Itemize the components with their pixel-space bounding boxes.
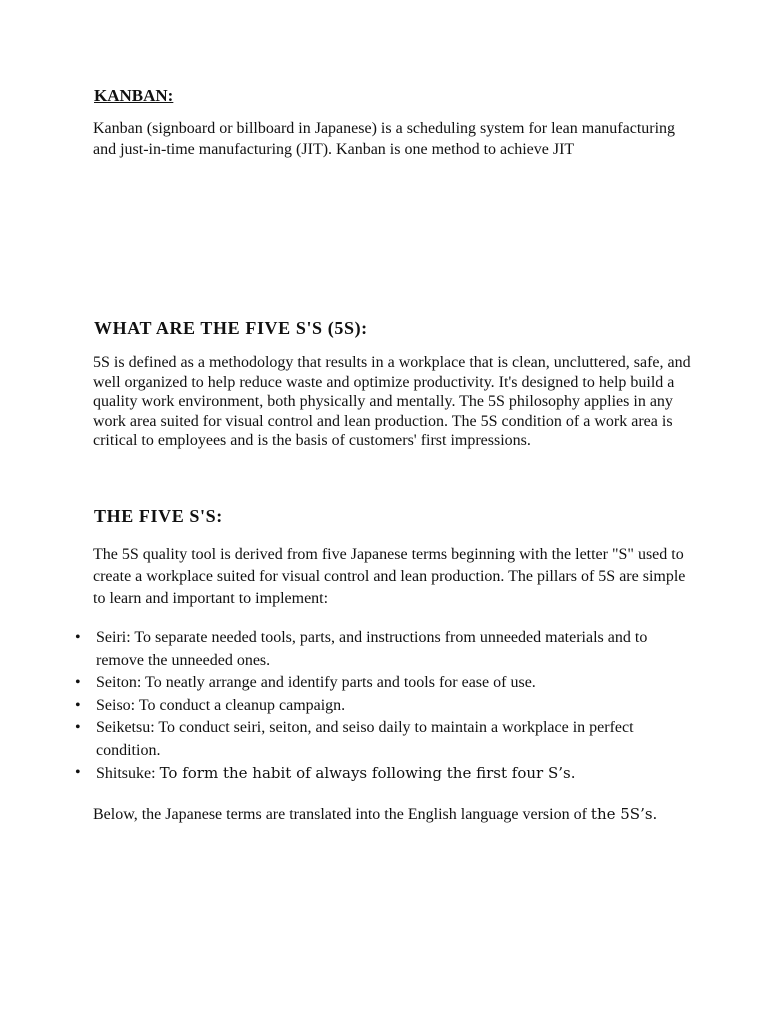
list-item-tail: To form the habit of always following the first four S’s. <box>159 764 576 782</box>
list-item-text: Seiso: To conduct a cleanup campaign. <box>96 696 346 714</box>
list-item-seiton <box>0 672 686 695</box>
bullet-icon: • <box>75 719 81 736</box>
five-s-heading: WHAT ARE THE FIVE S'S (5S): <box>94 318 368 338</box>
five-s-list <box>0 627 768 786</box>
bullet-icon: • <box>75 629 81 646</box>
list-item-text: Seiton: To neatly arrange and identify parts and tools for ease of use. <box>96 674 536 691</box>
list-item-seiri <box>0 627 686 672</box>
five-s-paragraph: 5S is defined as a methodology that results in a workplace that is clean, uncluttered, safe, and well organized to help reduce waste and optimize productivity. It's designed to help build a quality work environment, both physically and mentally. The 5S philosophy applies in any work area suited for visual control and lean production. The 5S condition of a work area is critical to employees and is the basis of customers' first impressions. <box>93 354 691 449</box>
list-item-seiso <box>0 695 686 718</box>
bullet-icon: • <box>75 674 81 691</box>
kanban-heading: KANBAN: <box>94 86 174 105</box>
below-paragraph <box>93 804 683 825</box>
list-item-seiketsu <box>0 717 686 762</box>
list-item-shitsuke <box>0 762 686 786</box>
below-tail: the 5S’s. <box>590 805 658 823</box>
below-text: Below, the Japanese terms are translated into the English language version of <box>93 806 591 823</box>
bullet-icon: • <box>75 764 81 781</box>
list-item-text: Seiketsu: To conduct seiri, seiton, and seiso daily to maintain a workplace in perfect condition. <box>96 719 634 759</box>
the-five-s-heading: THE FIVE S'S: <box>94 506 223 526</box>
kanban-paragraph: Kanban (signboard or billboard in Japanese) is a scheduling system for lean manufacturing and just-in-time manufacturing (JIT). Kanban is one method to achieve JIT <box>93 120 676 158</box>
the-five-s-intro: The 5S quality tool is derived from five Japanese terms beginning with the letter "S" used to create a workplace suited for visual control and lean production. The pillars of 5S are simple to learn and important to implement: <box>93 546 686 607</box>
bullet-icon: • <box>75 696 81 714</box>
list-item-text: Seiri: To separate needed tools, parts, and instructions from unneeded materials and to remove the unneeded ones. <box>96 629 648 669</box>
list-item-text: Shitsuke: <box>96 765 160 782</box>
